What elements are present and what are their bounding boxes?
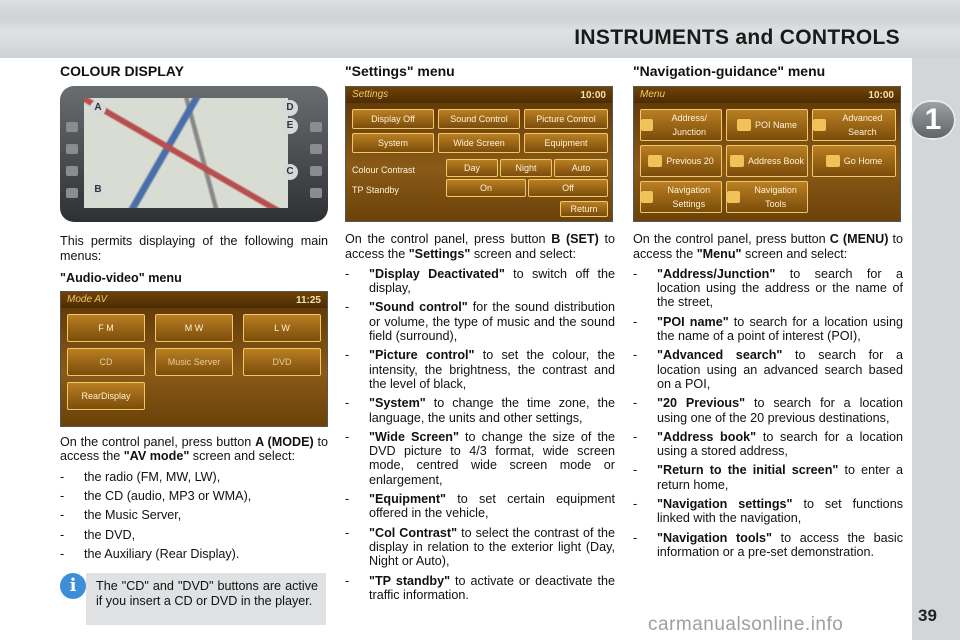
go-home-button[interactable]: Go Home xyxy=(812,145,896,177)
sound-control-button[interactable]: Sound Control xyxy=(438,109,520,129)
list-item: - the Music Server, xyxy=(60,508,182,523)
device-tag-b: B xyxy=(90,182,106,198)
page-title: INSTRUMENTS and CONTROLS xyxy=(574,26,900,49)
instruction-text: On the control panel, press button xyxy=(633,232,830,247)
list-item: - "Address/Junction" to search for a location using the address or the name of the street, xyxy=(633,266,903,310)
navigation-options-list xyxy=(633,267,903,559)
device-tag-c: C xyxy=(282,164,298,180)
intro-text: This permits displaying of the following main menus: xyxy=(60,234,328,263)
dvd-button[interactable]: DVD xyxy=(243,348,321,376)
device-button xyxy=(66,166,78,176)
tp-standby-label: TP Standby xyxy=(352,185,399,196)
map-icon xyxy=(641,119,653,131)
instruction-text: screen and select: xyxy=(470,246,577,261)
instruction-text: to access the xyxy=(345,232,615,261)
list-item: - "Navigation settings" to set functions linked with the navigation, xyxy=(633,497,903,526)
settings-instruction xyxy=(345,232,615,261)
navigation-menu-screen xyxy=(633,86,901,222)
section-title: COLOUR DISPLAY xyxy=(60,63,184,79)
list-item: - "Sound control" for the sound distribution or volume, the type of music and the sound field (surround), xyxy=(345,300,615,344)
settings-screen xyxy=(345,86,613,222)
history-icon xyxy=(648,155,662,167)
list-item: - "Col Contrast" to select the contrast of the display in relation to the exterior light (Day, Night or Auto), xyxy=(345,525,615,569)
instruction-text: screen and select: xyxy=(741,246,848,261)
column-navigation-menu xyxy=(633,64,903,564)
list-item: - "Wide Screen" to change the size of the DVD picture to 4/3 format, wide screen mode, centred wide screen mode or enlargement, xyxy=(345,429,615,487)
section-title: "Settings" menu xyxy=(345,63,455,79)
av-mode-screen xyxy=(60,291,328,427)
device-tag-a: A xyxy=(90,100,106,116)
device-button xyxy=(310,188,322,198)
page-number: 39 xyxy=(918,606,937,625)
screen-clock: 10:00 xyxy=(868,90,894,102)
device-button xyxy=(66,122,78,132)
screen-clock: 10:00 xyxy=(580,90,606,102)
list-item: - "System" to change the time zone, the language, the units and other settings, xyxy=(345,396,615,425)
key-label: B (SET) xyxy=(551,232,599,247)
previous-20-button[interactable]: Previous 20 xyxy=(640,145,722,177)
list-item: - "20 Previous" to search for a location using one of the 20 previous destinations, xyxy=(633,396,903,425)
device-button xyxy=(310,122,322,132)
list-item: - "Navigation tools" to access the basic information or a pre-set demonstration. xyxy=(633,530,903,559)
chapter-sidebar xyxy=(912,58,960,640)
home-icon xyxy=(826,155,840,167)
navigation-map xyxy=(84,98,288,208)
rear-display-button[interactable]: RearDisplay xyxy=(67,382,145,410)
instruction-text: screen and select: xyxy=(189,449,296,464)
audio-video-title: "Audio-video" menu xyxy=(60,270,182,285)
list-item: - the radio (FM, MW, LW), xyxy=(60,469,221,484)
device-tag-d: D xyxy=(282,100,298,116)
screen-title: Mode AV xyxy=(61,292,327,308)
address-book-button[interactable]: Address Book xyxy=(726,145,808,177)
list-item: - the CD (audio, MP3 or WMA), xyxy=(60,489,252,504)
menu-instruction xyxy=(633,232,903,261)
tools-icon xyxy=(727,191,740,203)
list-item: - "POI name" to search for a location using the name of a point of interest (POI), xyxy=(633,314,903,344)
navigation-tools-button[interactable]: Navigation Tools xyxy=(726,181,808,213)
screen-clock: 11:25 xyxy=(295,295,321,307)
instruction-text: to access the xyxy=(60,435,328,464)
screen-label: "Menu" xyxy=(696,246,742,261)
display-unit-image xyxy=(60,86,328,222)
device-tag-e: E xyxy=(282,118,298,134)
tp-off-button[interactable]: Off xyxy=(528,179,608,197)
settings-options-list xyxy=(345,267,615,602)
list-item: - "Display Deactivated" to switch off the display, xyxy=(345,266,615,296)
cd-button[interactable]: CD xyxy=(67,348,145,376)
system-button[interactable]: System xyxy=(352,133,434,153)
instruction-text: to access the xyxy=(633,232,903,261)
instruction-text: On the control panel, press button xyxy=(345,232,552,247)
list-item: - the Auxiliary (Rear Display). xyxy=(60,546,240,561)
screen-title: Settings xyxy=(346,87,612,103)
list-item: - "Advanced search" to search for a location using an advanced search based on a POI, xyxy=(633,348,903,391)
return-button[interactable]: Return xyxy=(560,201,608,217)
column-colour-display xyxy=(60,64,328,633)
header-shine xyxy=(0,0,960,20)
device-button xyxy=(66,188,78,198)
address-junction-button[interactable]: Address/ Junction xyxy=(640,109,722,141)
tp-on-button[interactable]: On xyxy=(446,179,526,197)
book-icon xyxy=(730,155,744,167)
poi-name-button[interactable]: POI Name xyxy=(726,109,808,141)
advanced-search-button[interactable]: Advanced Search xyxy=(812,109,896,141)
chapter-tab: 1 xyxy=(910,100,956,140)
mw-button[interactable]: M W xyxy=(155,314,233,342)
list-item: - "Return to the initial screen" to enter a return home, xyxy=(633,463,903,492)
equipment-button[interactable]: Equipment xyxy=(524,133,608,153)
display-off-button[interactable]: Display Off xyxy=(352,109,434,129)
search-icon xyxy=(813,119,826,131)
device-button xyxy=(310,144,322,154)
lw-button[interactable]: L W xyxy=(243,314,321,342)
watermark: carmanualsonline.info xyxy=(648,614,844,635)
screen-label: "Settings" xyxy=(408,246,471,261)
section-title: "Navigation-guidance" menu xyxy=(633,63,826,79)
list-item: - "TP standby" to activate or deactivate the traffic information. xyxy=(345,573,616,602)
list-item: - "Address book" to search for a location using a stored address, xyxy=(633,429,904,459)
list-item: - "Picture control" to set the colour, the intensity, the brightness, the contrast and the level of black, xyxy=(345,348,616,391)
colour-contrast-label: Colour Contrast xyxy=(352,165,416,176)
info-note xyxy=(60,573,328,633)
settings-icon xyxy=(641,191,653,203)
av-options-list xyxy=(60,470,328,561)
picture-control-button[interactable]: Picture Control xyxy=(524,109,608,129)
instruction-text: On the control panel, press button xyxy=(60,435,256,450)
screen-label: "AV mode" xyxy=(123,449,190,464)
list-item: - the DVD, xyxy=(60,527,136,542)
night-button[interactable]: Night xyxy=(500,159,552,177)
key-label: A (MODE) xyxy=(255,435,314,450)
fm-button[interactable]: F M xyxy=(67,314,145,342)
wide-screen-button[interactable]: Wide Screen xyxy=(438,133,520,153)
column-settings-menu xyxy=(345,64,615,607)
info-text: The "CD" and "DVD" buttons are active if you insert a CD or DVD in the player. xyxy=(86,573,326,625)
av-instruction xyxy=(60,435,328,464)
navigation-settings-button[interactable]: Navigation Settings xyxy=(640,181,722,213)
device-button xyxy=(310,166,322,176)
list-item: - "Equipment" to set certain equipment offered in the vehicle, xyxy=(345,492,615,521)
auto-button[interactable]: Auto xyxy=(554,159,608,177)
device-button xyxy=(66,144,78,154)
day-button[interactable]: Day xyxy=(446,159,498,177)
page-header xyxy=(0,0,960,58)
music-server-button[interactable]: Music Server xyxy=(155,348,233,376)
poi-icon xyxy=(737,119,751,131)
info-icon: i xyxy=(60,573,86,599)
key-label: C (MENU) xyxy=(829,232,889,247)
screen-title: Menu xyxy=(634,87,900,103)
